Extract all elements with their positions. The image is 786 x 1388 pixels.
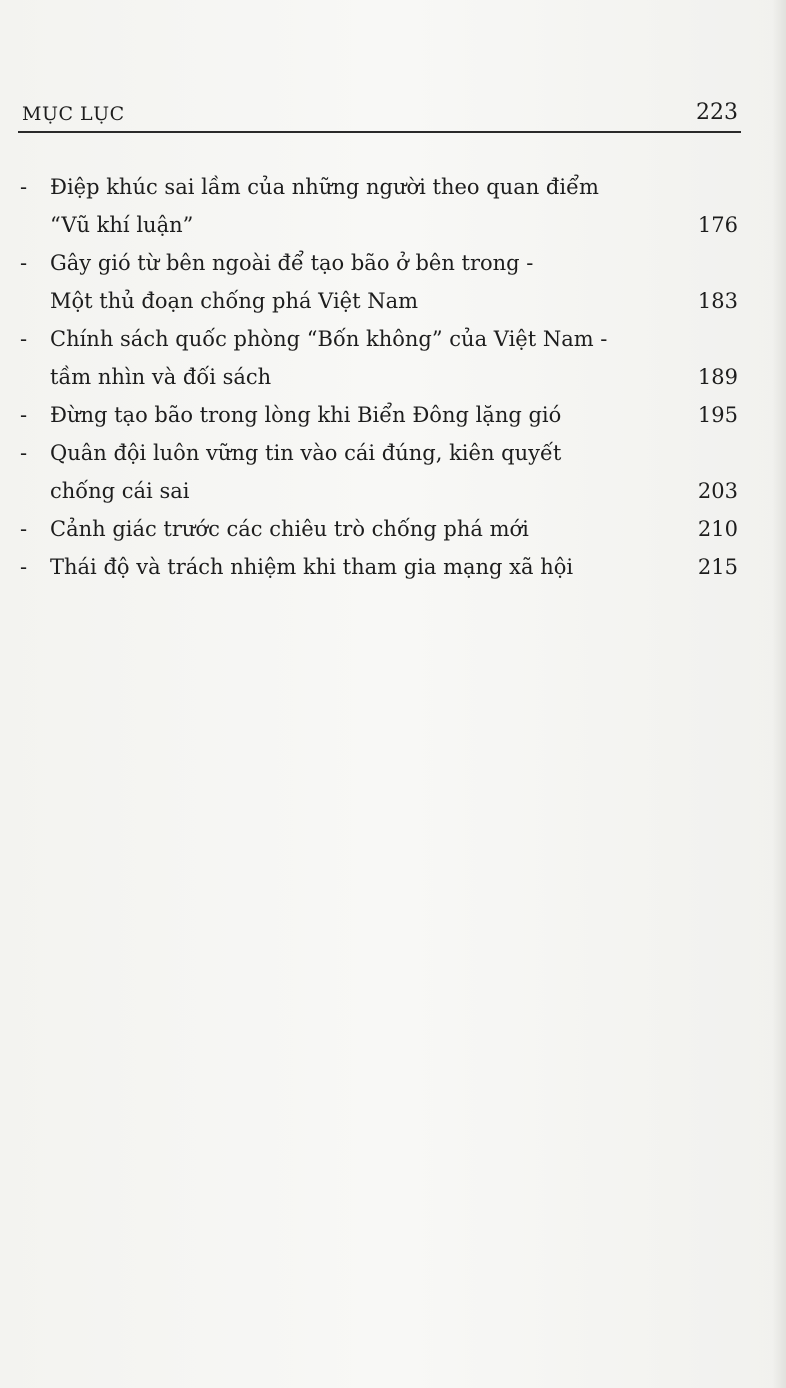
header-rule [18,131,741,133]
toc-entry-title-line: “Vũ khí luận” [50,213,194,237]
toc-entry-title-line: chống cái sai [50,479,190,503]
toc-entry-dash: - [20,175,28,199]
toc-entry-dash: - [20,251,28,275]
toc-entry-title-line: Quân đội luôn vững tin vào cái đúng, kiên quyết [50,441,562,465]
toc-entry-title-line: Điệp khúc sai lầm của những người theo quan điểm [50,175,599,199]
toc-entry [20,168,738,244]
toc-entry [20,396,738,434]
toc-entry-row [20,396,738,434]
toc-entry-page: 203 [697,479,738,503]
toc-entry-row [20,206,738,244]
toc-entry-page: 189 [697,365,738,389]
toc-entry-page: 183 [697,289,738,313]
toc-entry [20,244,738,320]
toc-entry-dash: - [20,517,28,541]
toc-entry-title-line: Chính sách quốc phòng “Bốn không” của Việt Nam - [50,327,608,351]
toc-entry-page: 176 [697,213,738,237]
toc-entry-dash: - [20,555,28,579]
toc-entry-title-line: Một thủ đoạn chống phá Việt Nam [50,289,419,313]
toc-entry-dash: - [20,441,28,465]
running-head [22,100,738,132]
running-title: MỤC LỤC [22,103,125,125]
toc-entry-title-line: Thái độ và trách nhiệm khi tham gia mạng xã hội [50,555,574,579]
toc-entry-dash: - [20,403,28,427]
toc-entry-page: 210 [697,517,738,541]
toc-entry [20,510,738,548]
toc-entry [20,548,738,586]
toc-entry-row [20,472,738,510]
toc-entry-title-line: Gây gió từ bên ngoài để tạo bão ở bên trong - [50,251,534,275]
toc-entry-dash: - [20,327,28,351]
toc-entry [20,434,738,510]
page-number: 223 [696,100,738,125]
toc-entry-title-line: tầm nhìn và đối sách [50,365,272,389]
toc-entry-row [20,548,738,586]
toc-entry-title-line: Cảnh giác trước các chiêu trò chống phá mới [50,517,529,541]
toc-entry-title-line: Đừng tạo bão trong lòng khi Biển Đông lặng gió [50,403,562,427]
toc-entry-page: 195 [697,403,738,427]
toc-entry-row [20,510,738,548]
table-of-contents [20,168,738,586]
toc-entry [20,320,738,396]
page-edge-shadow [772,0,786,1388]
toc-entry-row [20,282,738,320]
toc-entry-page: 215 [697,555,738,579]
toc-entry-row [20,358,738,396]
